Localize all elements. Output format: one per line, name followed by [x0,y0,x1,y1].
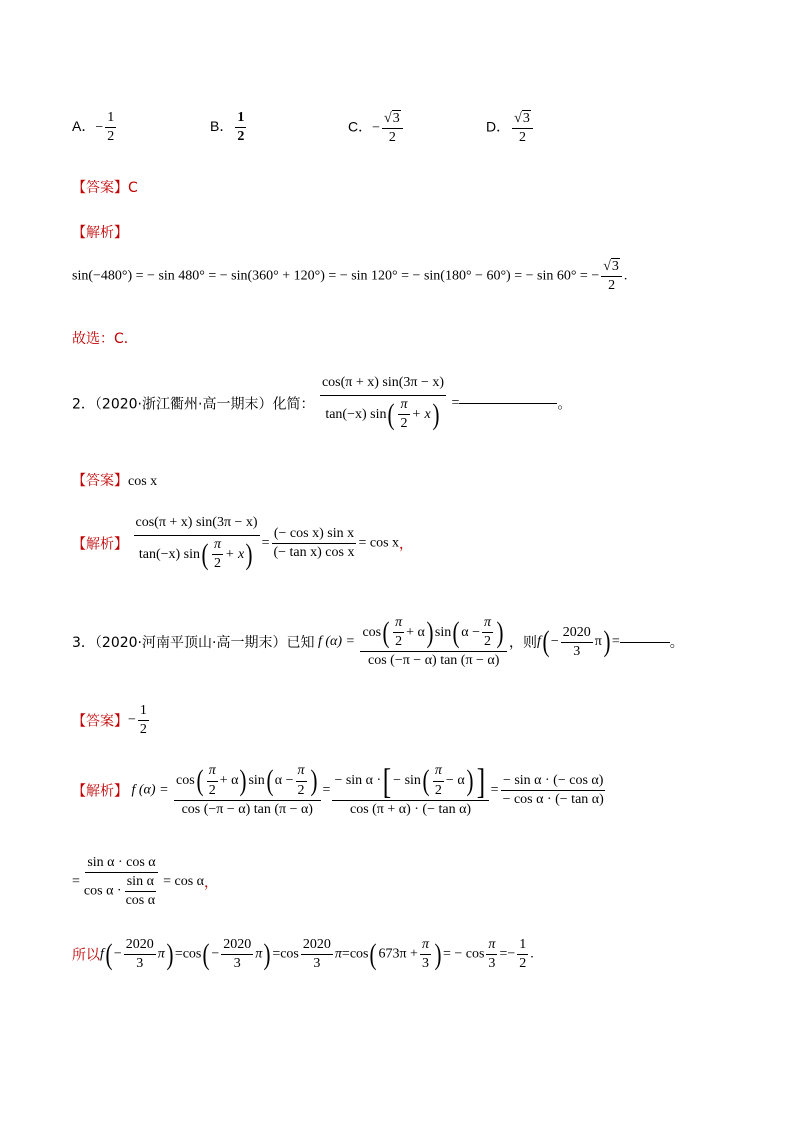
option-c [348,110,405,146]
option-c-label: C． [348,118,373,135]
q3-answer-blank[interactable] [620,642,670,643]
q3-source: （2020·河南平顶山·高一期末） [94,635,287,652]
q2-answer-value: cos x [128,474,158,489]
q3-solution-line3: 所以f( − $\frac{2020}{3}$ π) =cos( − $\frac{2020}{3}$ π) =cos $\frac{2020}{3}$ π=cos( 673π + $\frac{\pi}{3}$ ) = − cos $\frac{\pi}{3}$ =− $\frac{1}{2}$ . [72,937,534,972]
q1-answer [72,177,138,197]
q3-answer: 【答案】− $\frac{1}{2}$ [72,703,147,738]
q2-sol-frac1: cos(π + x) sin(3π − x) tan(−x) sin( $\frac{\pi}{2}$ + x) [135,515,258,572]
option-c-fraction: $\frac{√3}{2}$ [382,110,403,146]
q1-answer-tag: 【答案】 [72,180,128,196]
q1-solution: sin(−480°) = − sin 480° = − sin(360° + 120°) = − sin 120° = − sin(180° − 60°) = − sin 60° = − $\frac{√3}{2}$ . [72,259,628,294]
q2-answer [72,470,157,490]
option-b-fraction: $\frac{1}{2}$ [237,110,245,145]
q2-solution: 【解析】 cos(π + x) sin(3π − x) tan(−x) sin( $\frac{\pi}{2}$ + x) = $\frac{\text{(− cos x) sin x}}{\text{(− tan x) cos x}}$ = cos x， [72,515,414,572]
q1-choice: 故选：C． [72,331,138,347]
option-a-fraction: $\frac{1}{2}$ [107,110,115,145]
option-a [72,110,118,145]
q2-analysis-tag: 【解析】 [72,536,128,553]
option-d-fraction: $\frac{√3}{2}$ [512,110,533,146]
q2-sol-frac2: $\frac{\text{(− cos x) sin x}}{\text{(− tan x) cos x}}$ [273,526,355,561]
option-b [210,110,248,145]
q3-prompt: 已知 [286,635,315,652]
q3-sol-frac1: cos( $\frac{\pi}{2}$ + α) sin( α − $\frac{\pi}{2}$ ) cos (−π − α) tan (π − α) [174,763,321,817]
q3-solution-line2: = sin α · cos α cos α · $\frac{\text{sin α}}{\text{cos α}}$ = cos α， [72,855,218,909]
q3-number: 3． [72,635,95,652]
q3-analysis-tag: 【解析】 [72,783,128,800]
q3-sol-frac4: sin α · cos α cos α · $\frac{\text{sin α}}{\text{cos α}}$ [83,855,156,909]
q3-answer-fraction: $\frac{1}{2}$ [139,703,147,738]
q3-sol-frac3: $\frac{\text{− sin α · (− cos α)}}{\text{− cos α · (− tan α)}}$ [502,772,604,808]
q2-answer-blank[interactable] [459,403,557,404]
q2-expression: cos(π + x) sin(3π − x) tan(−x) sin( $\frac{\pi}{2}$ + x) [321,375,445,432]
option-a-sign: − [95,119,104,135]
q2-source: （2020·浙江衢州·高一期末） [94,396,273,413]
q1-analysis-tag: 【解析】 [72,225,128,241]
q1-solution-fraction: $\frac{√3}{2}$ [601,258,622,294]
q3-conclusion-prefix: 所以 [72,947,100,964]
q2-prompt: 化简： [272,396,315,413]
option-c-sign: − [372,120,381,136]
q2-question: 2．（2020·浙江衢州·高一期末）化简： cos(π + x) sin(3π − x) tan(−x) sin( $\frac{\pi}{2}$ + x) = 。 [72,375,572,432]
q1-solution-text: sin(−480°) = − sin 480° = − sin(360° + 120°) = − sin 120° = − sin(180° − 60°) = − sin 60° = − [72,268,600,284]
option-d-label: D． [486,118,511,135]
q3-sol-frac2: − sin α ·[ − sin( $\frac{\pi}{2}$ − α)] cos (π + α) · (− tan α) [332,763,488,818]
q3-question: 3．（2020·河南平顶山·高一期末）已知 f (α) = cos( $\frac{\pi}{2}$ + α) sin( α − $\frac{\pi}{2}$ ) cos (−π − α) tan (π − α) ，则f( − $\frac{2020}{3}$ π) = 。 [72,615,684,669]
q3-solution-line1: 【解析】 f (α) = cos( $\frac{\pi}{2}$ + α) sin( α − $\frac{\pi}{2}$ ) cos (−π − α) tan (π − α) = − sin α ·[ − sin( $\frac{\pi}{2}$ − α)] cos (π + α) · (− tan α) = $\frac{\text{− sin α · (− cos α)}}{\text{− cos α · (− tan α)}}$ [72,761,604,817]
q3-answer-tag: 【答案】 [72,713,128,730]
option-b-label: B． [210,117,234,134]
option-a-label: A． [72,117,96,134]
q2-number: 2． [72,396,95,413]
q1-answer-value: C [128,180,138,196]
q2-answer-tag: 【答案】 [72,473,128,489]
q3-fx-fraction: cos( $\frac{\pi}{2}$ + α) sin( α − $\frac{\pi}{2}$ ) cos (−π − α) tan (π − α) [360,615,507,669]
option-d [486,110,535,146]
